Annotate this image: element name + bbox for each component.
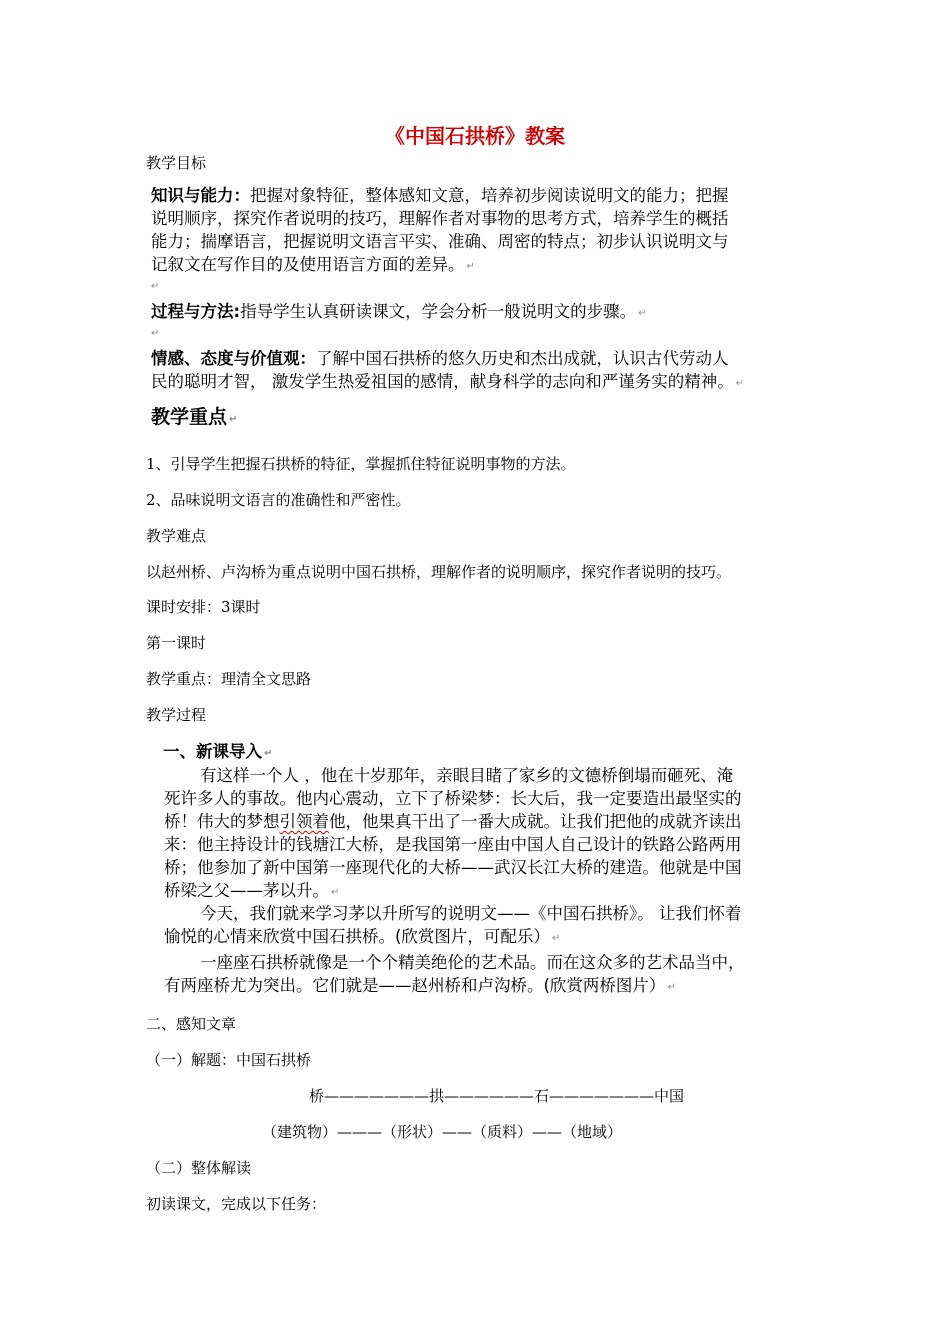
intro-line-6 <box>164 879 339 904</box>
task-text: 初读课文，完成以下任务： <box>146 1195 327 1213</box>
schedule-text: 课时安排：3课时 <box>146 598 261 616</box>
intro-line-3 <box>164 810 742 833</box>
paragraph-mark: ↵ <box>264 748 273 759</box>
intro-p3-line-2 <box>164 974 676 999</box>
section-1-heading-text: 一、新课导入 <box>163 742 262 761</box>
emotion-text-2: 民的聪明才智， 激发学生热爱祖国的感情，献身科学的志向和严谨务实的精神。 <box>151 372 734 391</box>
paragraph-mark: ↵ <box>551 933 561 944</box>
key-point-item-1: 1、引导学生把握石拱桥的特征，掌握抓住特征说明事物的方法。 <box>146 455 576 473</box>
paragraph-mark: ↵ <box>466 261 475 272</box>
section-2-sub-1: （一）解题：中国石拱桥 <box>146 1051 312 1069</box>
paragraph-mark: ↵ <box>151 281 160 292</box>
knowledge-line-4 <box>151 253 475 278</box>
process-label: 过程与方法: <box>151 302 241 321</box>
intro-p2-line-2-text: 愉悦的心情来欣赏中国石拱桥。(欣赏图片，可配乐） <box>164 927 550 946</box>
emotion-line-1 <box>151 347 729 370</box>
title-chain-categories: （建筑物）———（形状）——（质料）——（地域） <box>262 1123 623 1141</box>
knowledge-text-4: 记叙文在写作目的及使用语言方面的差异。 <box>151 255 465 274</box>
difficulty-heading: 教学难点 <box>146 527 207 545</box>
key-point-item-2: 2、品味说明文语言的准确性和严密性。 <box>146 491 411 509</box>
intro-line-3-a: 桥！伟大的梦想 <box>164 812 280 831</box>
process-heading: 教学过程 <box>146 706 207 724</box>
key-points-heading <box>151 404 237 433</box>
page-title: 《中国石拱桥》教案 <box>385 124 565 148</box>
paragraph-mark: ↵ <box>151 328 160 339</box>
emotion-text-1: 了解中国石拱桥的悠久历史和杰出成就，认识古代劳动人 <box>316 349 729 368</box>
intro-line-1: 有这样一个人 ，他在十岁那年，亲眼目睹了家乡的文德桥倒塌而砸死、淹 <box>200 766 734 785</box>
title-chain-words: 桥———————拱——————石———————中国 <box>309 1087 685 1105</box>
lesson-focus: 教学重点：理清全文思路 <box>146 670 312 688</box>
knowledge-line-2: 说明顺序，探究作者说明的技巧，理解作者对事物的思考方式，培养学生的概括 <box>151 209 729 228</box>
section-1-heading <box>163 740 272 765</box>
lesson-one: 第一课时 <box>146 634 207 652</box>
difficulty-text: 以赵州桥、卢沟桥为重点说明中国石拱桥，理解作者的说明顺序，探究作者说明的技巧。 <box>146 563 732 581</box>
intro-p2-line-1: 今天，我们就来学习茅以升所写的说明文——《中国石拱桥》。 让我们怀着 <box>200 904 742 923</box>
key-points-heading-text: 教学重点 <box>151 406 228 428</box>
process-text: 指导学生认真研读课文，学会分析一般说明文的步骤。 <box>240 302 637 321</box>
paragraph-mark: ↵ <box>331 887 340 898</box>
paragraph-mark: ↵ <box>229 414 238 425</box>
intro-line-2: 死许多人的事故。他内心震动，立下了桥梁梦：长大后，我一定要造出最坚实的 <box>164 789 742 808</box>
intro-line-4: 来：他主持设计的钱塘江大桥，是我国第一座由中国人自己设计的铁路公路两用 <box>164 835 742 854</box>
intro-line-6-text: 桥梁之父——茅以升。 <box>164 881 329 900</box>
knowledge-text-1: 把握对象特征，整体感知文意，培养初步阅读说明文的能力；把握 <box>250 186 729 205</box>
objectives-heading: 教学目标 <box>146 154 207 172</box>
paragraph-mark: ↵ <box>638 308 647 319</box>
section-2-heading: 二、感知文章 <box>146 1015 237 1033</box>
paragraph-mark: ↵ <box>667 982 676 993</box>
intro-line-3-b: 他，他果真干出了一番大成就。让我们把他的成就齐读出 <box>329 812 742 831</box>
knowledge-line-1 <box>151 184 729 207</box>
knowledge-line-3: 能力；揣摩语言，把握说明文语言平实、准确、周密的特点；初步认识说明文与 <box>151 232 729 251</box>
intro-p3-line-2-text: 有两座桥尤为突出。它们就是——赵州桥和卢沟桥。(欣赏两桥图片） <box>164 976 666 995</box>
paragraph-mark: ↵ <box>735 378 745 389</box>
process-line <box>151 300 647 325</box>
intro-p2-line-2 <box>164 925 560 950</box>
emotion-label: 情感、态度与价值观： <box>151 349 316 368</box>
section-2-sub-2: （二）整体解读 <box>146 1159 252 1177</box>
intro-p3-line-1: 一座座石拱桥就像是一个个精美绝伦的艺术品。而在这众多的艺术品当中， <box>200 953 745 972</box>
intro-line-5: 桥；他参加了新中国第一座现代化的大桥——武汉长江大桥的建造。他就是中国 <box>164 858 742 877</box>
grammar-flag: 引领着 <box>279 812 329 831</box>
knowledge-label: 知识与能力： <box>151 186 250 205</box>
emotion-line-2 <box>151 370 744 395</box>
